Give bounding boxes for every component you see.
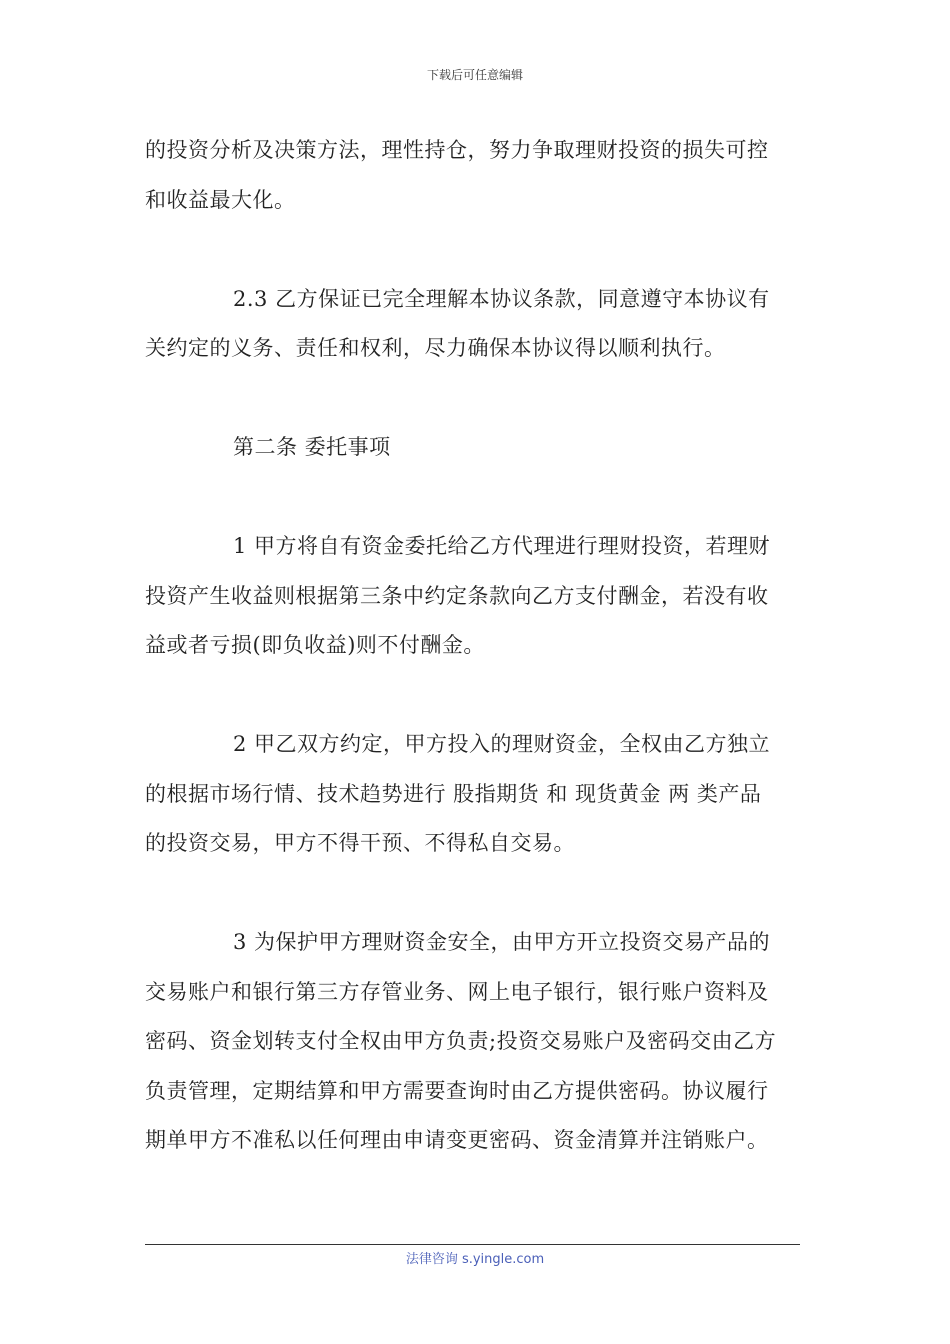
paragraph-line: 的投资交易，甲方不得干预、不得私自交易。: [145, 831, 575, 855]
footer-link[interactable]: 法律咨询 s.yingle.com: [405, 1252, 545, 1267]
paragraph-gap: [145, 473, 805, 523]
paragraph-line: 关约定的义务、责任和权利，尽力确保本协议得以顺利执行。: [145, 336, 726, 360]
paragraph-line: 的投资分析及决策方法，理性持仓，努力争取理财投资的损失可控: [145, 138, 769, 162]
clause-1-line-1: 1 甲方将自有资金委托给乙方代理进行理财投资，若理财: [233, 534, 771, 558]
paragraph-line: 投资产生收益则根据第三条中约定条款向乙方支付酬金，若没有收: [145, 583, 769, 608]
footer-divider: [145, 1244, 800, 1245]
paragraph-line: 负责管理，定期结算和甲方需要查询时由乙方提供密码。协议履行: [145, 1078, 769, 1103]
paragraph-line: 和收益最大化。: [145, 187, 296, 212]
paragraph-line: 交易账户和银行第三方存管业务、网上电子银行，银行账户资料及: [145, 979, 769, 1004]
paragraph-line: 期单甲方不准私以任何理由申请变更密码、资金清算并注销账户。: [145, 1128, 769, 1152]
header-note: 下载后可任意编辑: [426, 68, 523, 82]
paragraph-gap: [145, 225, 805, 275]
paragraph-line: 益或者亏损(即负收益)则不付酬金。: [145, 633, 485, 657]
clause-2-line-1: 2 甲乙双方约定，甲方投入的理财资金，全权由乙方独立: [233, 732, 771, 756]
section-heading: 第二条 委托事项: [233, 435, 391, 459]
paragraph-gap: [145, 869, 805, 919]
clause-3-line-1: 3 为保护甲方理财资金安全，由甲方开立投资交易产品的: [233, 930, 771, 954]
paragraph-gap: [145, 374, 805, 424]
paragraph-line: 的根据市场行情、技术趋势进行 股指期货 和 现货黄金 两 类产品: [145, 781, 762, 806]
clause-2-3-line-1: 2.3 乙方保证已完全理解本协议条款，同意遵守本协议有: [233, 286, 770, 311]
paragraph-gap: [145, 671, 805, 721]
paragraph-line: 密码、资金划转支付全权由甲方负责;投资交易账户及密码交由乙方: [145, 1029, 777, 1053]
document-body: [145, 126, 805, 1166]
